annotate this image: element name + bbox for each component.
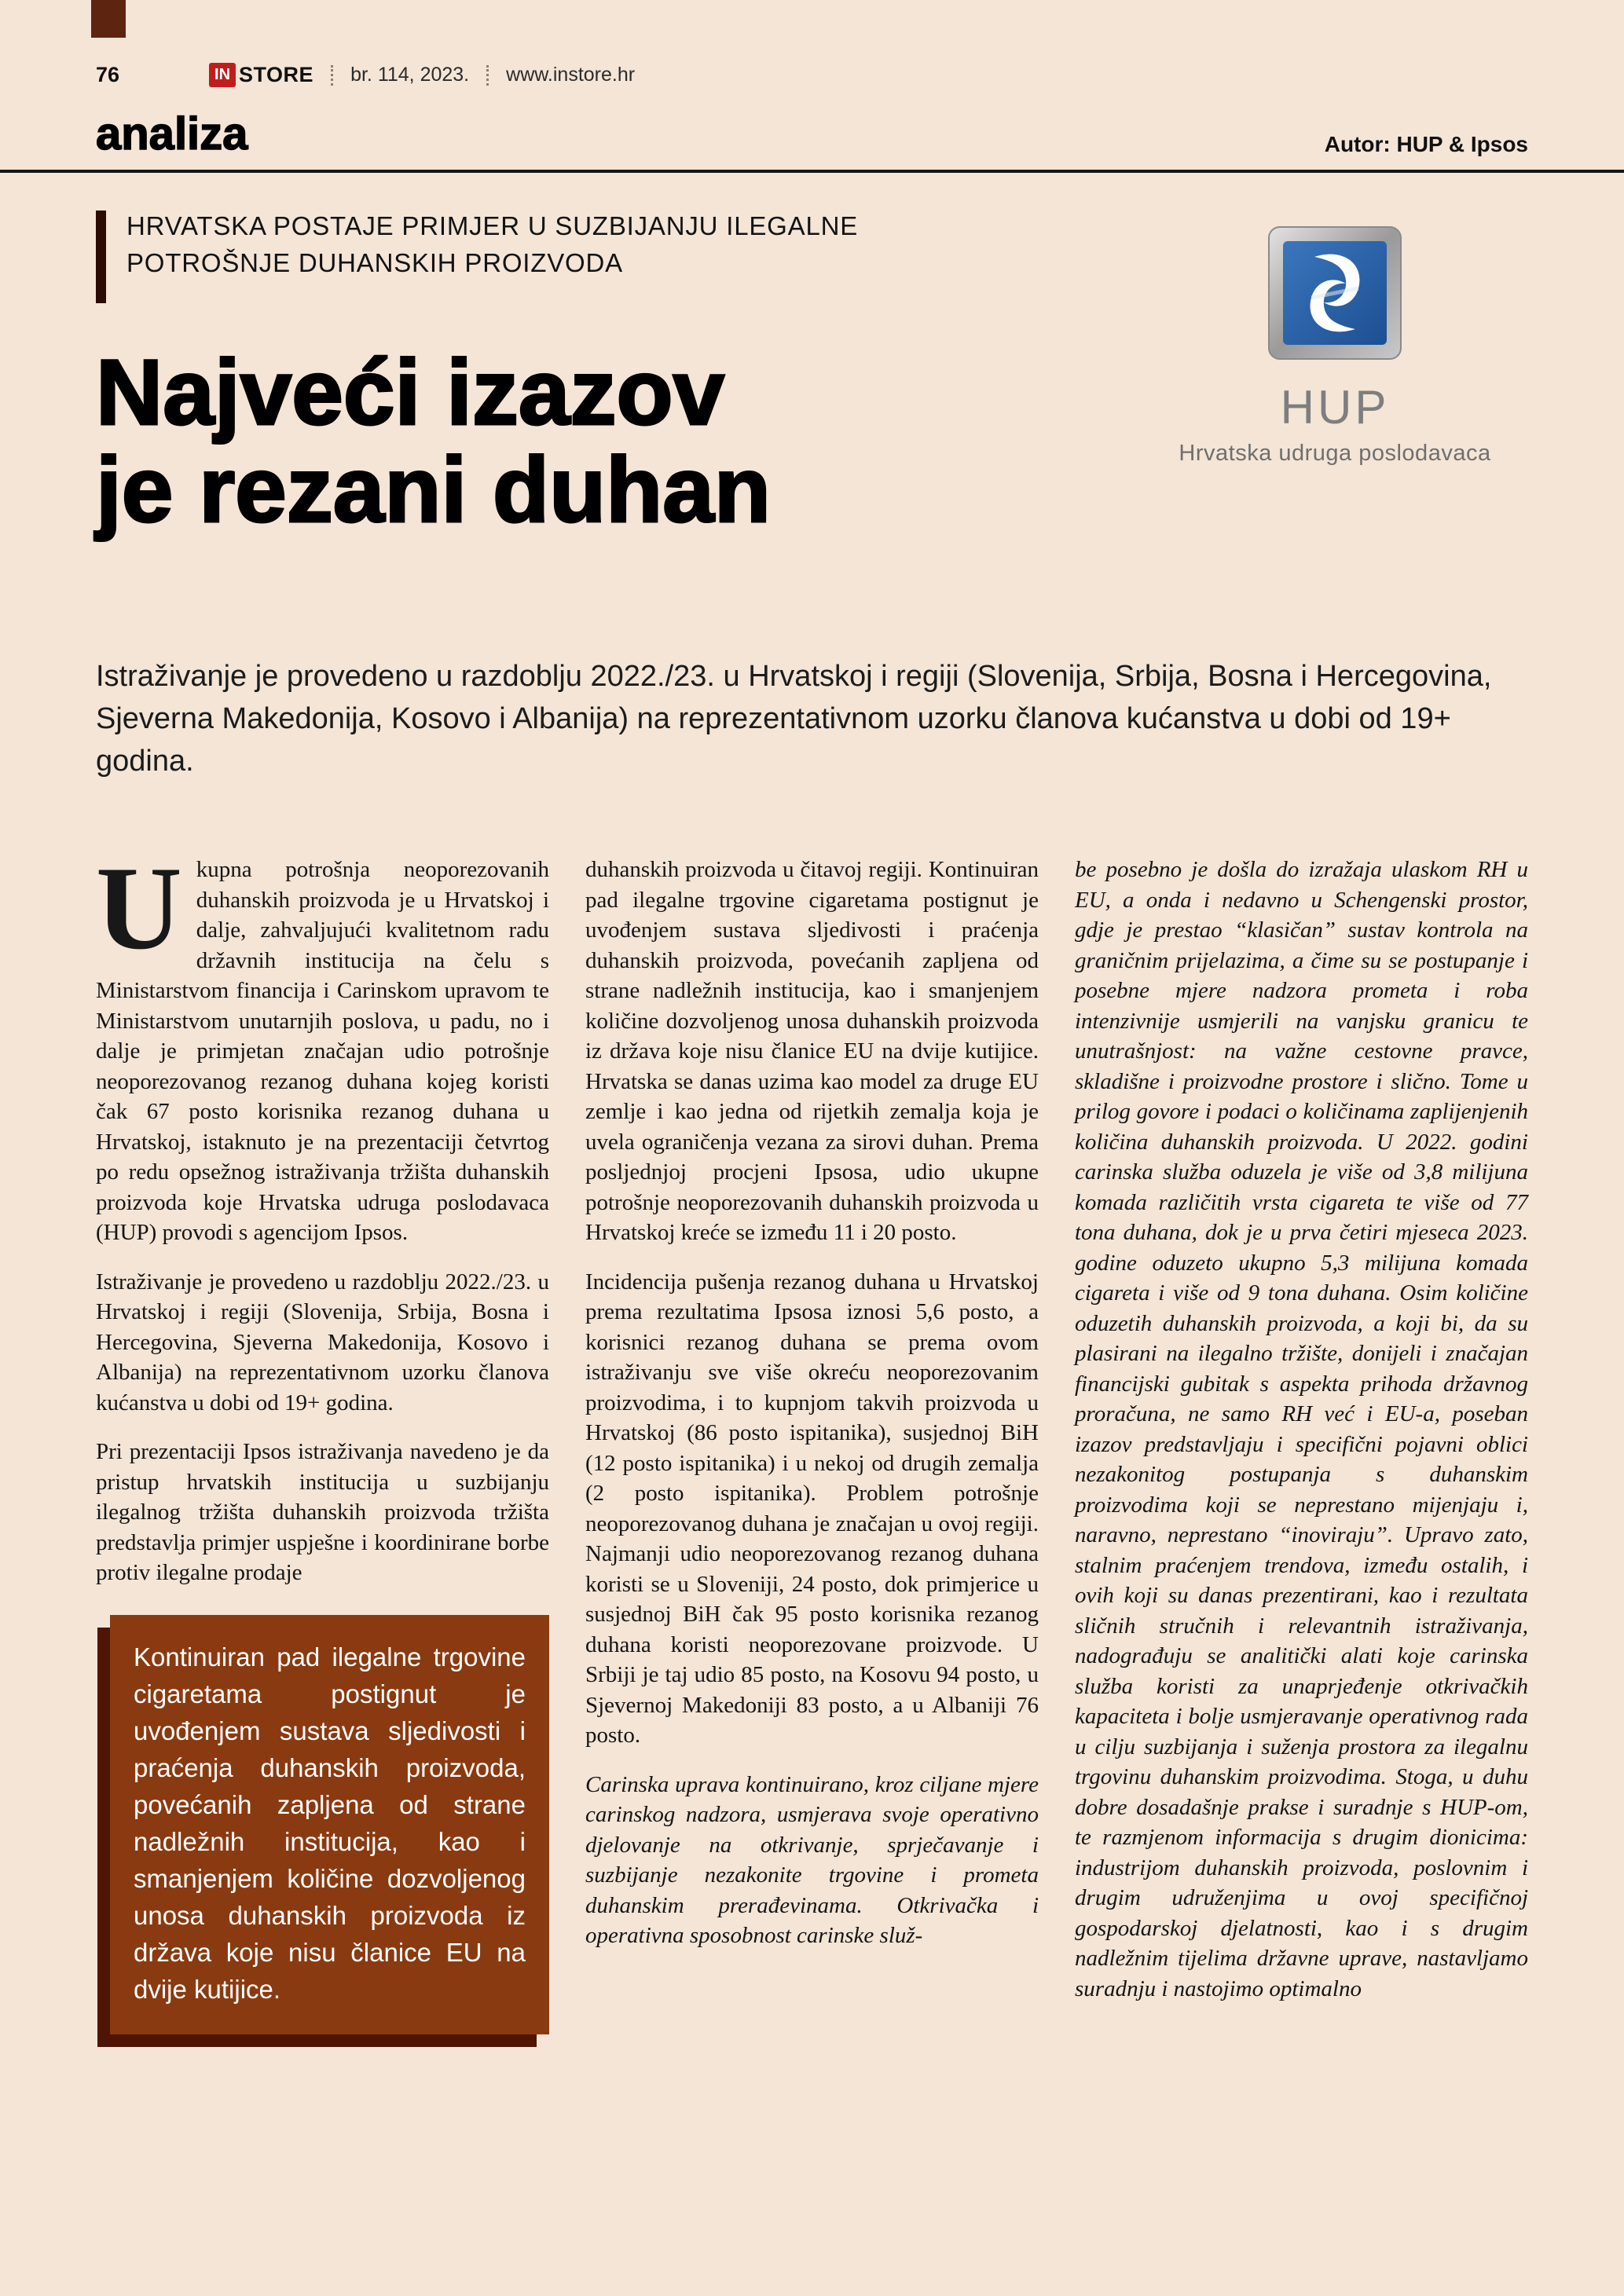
issue-number: br. 114, 2023. — [350, 64, 470, 86]
paragraph-text: kupna potrošnja neoporezovanih duhanskih proizvoda je u Hrvatskoj i dalje, zahvaljujući kvalitetnom radu državnih institucija na čelu s Ministarstvom financija i Carinskom upravom te Ministarstvom unutarnjih poslova, u padu, no i dalje je primjetan značajan udio potrošnje neoporezovanog rezanog duhana kojeg koristi čak 67 posto korisnika rezanog duhana u Hrvatskoj, istaknuto je na prezentaciji četvrtog po redu opsežnog istraživanja tržišta duhanskih proizvoda koje Hrvatska udruga poslodavaca (HUP) provodi s agencijom Ipsos. — [96, 857, 549, 1245]
paragraph-italic: Carinska uprava kontinuirano, kroz ciljane mjere carinskog nadzora, usmjerava svoje operativno djelovanje na otkrivanje, sprječavanje i suzbijanje nezakonite trgovine i prometa duhanskim prerađevinama. Otkrivačka i operativna sposobnost carinske služ- — [585, 1771, 1039, 1948]
column-2 — [585, 855, 1039, 2034]
body-columns — [96, 842, 1528, 2034]
dotted-separator — [331, 65, 333, 86]
paragraph-italic: be posebno je došla do izražaja ulaskom RH u EU, a onda i nedavno u Schengenski prostor, gdje je prestao “klasičan” sustav kontrola na graničnim prijelazima, a čime su se postupanje i posebne mjere nadzora prometa i roba intenzivnije usmjerili na vanjsku granicu te unutrašnjost: na važne cestovne pravce, skladišne i proizvodne prostore i slično. Tome u prilog govore i podaci o količinama zaplijenjenih količina duhanskih proizvoda. U 2022. godini carinska služba oduzela je više od 3,8 milijuna komada različitih vrsta cigareta te više od 77 tona duhana, dok je u prva četiri mjeseca 2023. godine oduzeto ukupno 5,3 milijuna komada cigareta i više od 9 tona duhana. Osim količine oduzetih duhanskih proizvoda, a koji bi, da su plasirani na ilegalno tržište, donijeli i značajan financijski gubitak s aspekta prihoda državnog proračuna, ne samo RH već i EU-a, poseban izazov predstavljaju i specifični pojavni oblici nezakonitog postupanja s duhanskim proizvodima koji se neprestano mijenjaju i, naravno, neprestano “inoviraju”. Upravo zato, stalnim praćenjem trendova, između ostalih, i ovih koji su danas prezentirani, kao i rezultata sličnih stručnih i relevantnih istraživanja, nadograđuju se analitički alati koje carinska služba koristi za unaprjeđenje otkrivačkih kapaciteta i bolje usmjeravanje operativnog rada u cilju suzbijanja i suženja prostora za ilegalnu trgovinu duhanskim proizvodima. Stoga, u duhu dobre dosadašnje prakse i suradnje s HUP-om, te razmjenom informacija s drugim dionicima: industrijom duhanskih proizvoda, poslovnim i drugim udruženjima u ovoj specifičnoj gospodarskoj djelatnosti, kao i s drugim nadležnim tijelima državne uprave, nastavljamo suradnju i nastojimo optimalno — [1075, 857, 1528, 2001]
page-header — [96, 0, 1528, 87]
headline-line-2: je rezani duhan — [96, 438, 771, 542]
hup-logo-icon — [1266, 224, 1404, 366]
hup-logo-block — [1146, 224, 1523, 467]
section-row — [96, 108, 1528, 160]
section-title: analiza — [96, 108, 248, 159]
instore-logo-in-icon: IN — [209, 63, 236, 87]
hup-name: HUP — [1280, 381, 1390, 434]
column-3 — [1075, 855, 1528, 2034]
headline — [96, 341, 1117, 542]
hup-subtitle: Hrvatska udruga poslodavaca — [1179, 441, 1491, 466]
kicker-line: POTROŠNJE DUHANSKIH PROIZVODA — [126, 248, 623, 277]
website-url: www.instore.hr — [506, 64, 636, 86]
callout-text: Kontinuiran pad ilegalne trgovine cigaretama postignut je uvođenjem sustava sljedivosti i praćenja duhanskih proizvoda, povećanih zapljena od strane nadležnih institucija, kao i smanjenjem količine dozvoljenog unosa duhanskih proizvoda iz država koje nisu članice EU na dvije kutijice. — [134, 1642, 526, 2004]
author-credit: Autor: HUP & Ipsos — [1324, 132, 1528, 156]
kicker — [126, 207, 858, 281]
page-number: 76 — [96, 63, 120, 86]
column-1 — [96, 842, 549, 2034]
paragraph: Incidencija pušenja rezanog duhana u Hrvatskoj prema rezultatima Ipsosa iznosi 5,6 posto, a korisnici rezanog duhana se prema ovom istraživanju sve više okreću neoporezovanim proizvodima, i to kupnjom takvih proizvoda u Hrvatskoj (86 posto ispitanika), susjednoj BiH (12 posto ispitanika) i u nekoj od drugih zemalja (2 posto ispitanika). Problem potrošnje neoporezovanog duhana je značajan u ovoj regiji. Najmanji udio neoporezovanog rezanog duhana koristi se u Sloveniji, 24 posto, dok primjerice u susjednoj BiH čak 95 posto korisnika rezanog duhana koristi neoporezovane proizvode. U Srbiji je taj udio 85 posto, na Kosovu 94 posto, u Sjevernoj Makedoniji 83 posto, a u Albaniji 76 posto. — [585, 1269, 1039, 1748]
kicker-line: HRVATSKA POSTAJE PRIMJER U SUZBIJANJU ILEGALNE — [126, 211, 859, 240]
instore-logo-store: STORE — [239, 63, 314, 86]
corner-decoration — [91, 0, 126, 38]
kicker-accent-bar — [96, 211, 106, 303]
paragraph: Pri prezentaciji Ipsos istraživanja navedeno je da pristup hrvatskih institucija u suzbijanju ilegalnog tržišta duhanskih proizvoda tržišta predstavlja primjer uspješne i koordinirane borbe protiv ilegalne prodaje — [96, 1439, 549, 1585]
drop-cap: U — [96, 842, 182, 974]
paragraph: duhanskih proizvoda u čitavoj regiji. Kontinuiran pad ilegalne trgovine cigaretama postignut je uvođenjem sustava sljedivosti i praćenja duhanskih proizvoda, povećanih zapljena od strane nadležnih institucija, kao i smanjenjem količine dozvoljenog unosa duhanskih proizvoda iz država koje nisu članice EU na dvije kutijice. Hrvatska se danas uzima kao model za druge EU zemlje i kao jedna od rijetkih zemalja koja je uvela ograničenja vezana za sirovi duhan. Prema posljednjoj procjeni Ipsosa, udio ukupne potrošnje neoporezovanih duhanskih proizvoda u Hrvatskoj kreće se između 11 i 20 posto. — [585, 857, 1039, 1245]
headline-line-1: Najveći izazov — [96, 341, 725, 445]
dotted-separator — [486, 65, 489, 86]
paragraph: Istraživanje je provedeno u razdoblju 2022./23. u Hrvatskoj i regiji (Slovenija, Srbija, Bosna i Hercegovina, Sjeverna Makedonija, Kosovo i Albanija) na reprezentativnom uzorku članova kućanstva u dobi od 19+ godina. — [96, 1269, 549, 1415]
callout-box — [110, 1615, 549, 2034]
paragraph — [96, 842, 549, 1248]
lead-paragraph: Istraživanje je provedeno u razdoblju 2022./23. u Hrvatskoj i regiji (Slovenija, Srbija, Bosna i Hercegovina, Sjeverna Makedonija, Kosovo i Albanija) na reprezentativnom uzorku članova kućanstva u dobi od 19+ godina. — [96, 660, 1492, 778]
header-rule — [0, 170, 1624, 173]
instore-logo — [209, 63, 313, 87]
